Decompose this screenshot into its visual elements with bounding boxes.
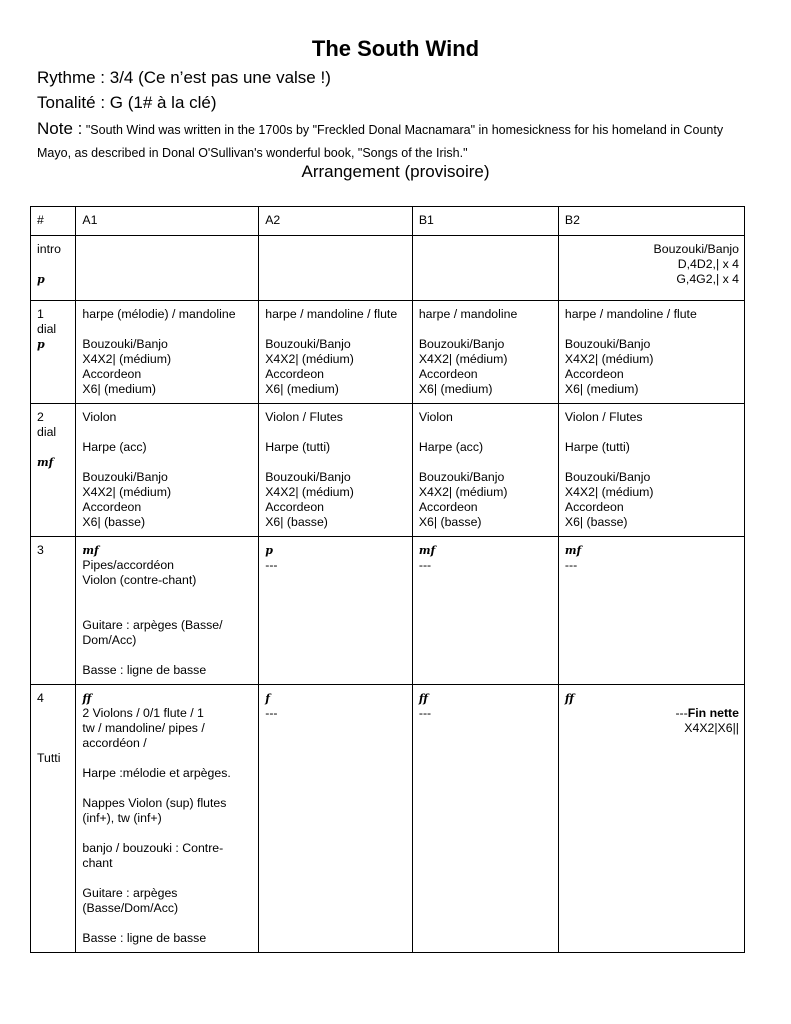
cell-b1	[412, 685, 558, 953]
row-sublabel: Tutti	[37, 751, 61, 765]
cell-a2	[259, 301, 413, 404]
fin-nette-label: Fin nette	[687, 706, 739, 720]
cell-text: Bouzouki/Banjo	[564, 337, 651, 351]
document-title: The South Wind	[311, 36, 480, 61]
cell-text: Violon / Flutes	[265, 410, 343, 424]
cell-text: D,4D2,| x 4	[677, 257, 739, 271]
row-number: 3	[37, 543, 44, 557]
cell-text: X4X2| (médium)	[418, 352, 508, 366]
cell-text: harpe / mandoline / flute	[564, 307, 697, 321]
cell-text: Accordeon	[265, 367, 325, 381]
cell-b2	[558, 537, 744, 685]
cell-text: accordéon /	[82, 736, 147, 750]
cell-text: X6| (medium)	[564, 382, 639, 396]
cell-text: ---	[265, 706, 278, 720]
cell-text: harpe / mandoline	[418, 307, 518, 321]
cell-text: ---	[675, 706, 688, 720]
cell-text: Accordeon	[265, 500, 325, 514]
cell-text: Bouzouki/Banjo	[653, 242, 739, 256]
note-text: "South Wind was written in the 1700s by "Freckled Donal Macnamara" in homesickness for his homeland in County Mayo, as described in Donal O'Sullivan's wonderful book, "Songs of the Irish."	[37, 123, 724, 160]
cell-text: X4X2| (médium)	[564, 485, 654, 499]
cell-text: Violon / Flutes	[564, 410, 643, 424]
row-label-cell	[31, 537, 76, 685]
cell-text: Violon	[82, 410, 117, 424]
cell-text: X6| (basse)	[265, 515, 328, 529]
cell-b1	[412, 537, 558, 685]
cell-text: Violon	[418, 410, 453, 424]
cell-a2	[259, 236, 413, 301]
cell-text: X6| (basse)	[564, 515, 628, 529]
cell-b2	[558, 236, 744, 301]
cell-text: tw / mandoline/ pipes /	[82, 721, 205, 735]
cell-text: ---	[265, 558, 278, 572]
header-b2: B2	[558, 207, 744, 236]
note-paragraph	[37, 117, 757, 165]
cell-text: G,4G2,| x 4	[676, 272, 739, 286]
cell-text: Accordeon	[418, 367, 478, 381]
note-label: Note :	[37, 119, 83, 138]
cell-b2	[558, 685, 744, 953]
cell-text: Nappes Violon (sup) flutes	[82, 796, 227, 810]
cell-text: X4X2| (médium)	[82, 485, 172, 499]
cell-text: ---	[564, 558, 578, 572]
row-sublabel: dial	[37, 322, 57, 336]
header-a2: A2	[259, 207, 413, 236]
dynamic-marking: mf	[564, 544, 582, 557]
ending-line	[565, 706, 739, 721]
cell-text: harpe / mandoline / flute	[265, 307, 398, 321]
cell-text: Bouzouki/Banjo	[265, 337, 351, 351]
cell-text: Accordeon	[82, 367, 142, 381]
cell-text: X6| (basse)	[82, 515, 146, 529]
cell-text: X4X2| (médium)	[265, 485, 354, 499]
cell-text: X6| (medium)	[418, 382, 493, 396]
cell-text: Bouzouki/Banjo	[418, 470, 505, 484]
cell-text: X6| (medium)	[265, 382, 339, 396]
cell-text: Violon (contre-chant)	[82, 573, 197, 587]
dynamic-marking: p	[265, 544, 273, 557]
cell-text: ---	[418, 558, 432, 572]
cell-b2	[558, 404, 744, 537]
table-row-3	[31, 537, 745, 685]
cell-text: ---	[418, 706, 432, 720]
cell-text: X4X2| (médium)	[265, 352, 354, 366]
cell-text: (inf+), tw (inf+)	[82, 811, 162, 825]
cell-a1	[76, 301, 259, 404]
cell-text: X4X2| (médium)	[82, 352, 172, 366]
cell-text: Basse : ligne de basse	[82, 663, 207, 677]
cell-b1	[412, 404, 558, 537]
cell-text: Accordeon	[564, 500, 624, 514]
cell-text: Harpe (acc)	[82, 440, 147, 454]
cell-text: Accordeon	[82, 500, 142, 514]
cell-text: Accordeon	[564, 367, 624, 381]
tonalite-line: Tonalité : G (1# à la clé)	[37, 93, 217, 112]
cell-text: Bouzouki/Banjo	[418, 337, 505, 351]
cell-b2	[558, 301, 744, 404]
table-header-row	[31, 207, 745, 236]
cell-a1	[76, 404, 259, 537]
cell-a1	[76, 685, 259, 953]
cell-text: Dom/Acc)	[82, 633, 137, 647]
cell-text: X4X2|X6||	[684, 721, 739, 735]
cell-b1	[412, 301, 558, 404]
row-label: intro	[37, 242, 61, 256]
row-number: 2	[37, 410, 44, 424]
cell-text: X4X2| (médium)	[564, 352, 654, 366]
cell-text: Bouzouki/Banjo	[564, 470, 651, 484]
row-label-cell	[31, 301, 76, 404]
arrangement-table	[30, 206, 745, 953]
table-row-1	[31, 301, 745, 404]
cell-text: chant	[82, 856, 113, 870]
cell-text: X6| (medium)	[82, 382, 156, 396]
cell-text: X4X2| (médium)	[418, 485, 508, 499]
header-a1: A1	[76, 207, 259, 236]
row-label-cell	[31, 404, 76, 537]
dynamic-marking: ff	[564, 692, 574, 705]
cell-text: Guitare : arpèges	[82, 886, 178, 900]
cell-text: banjo / bouzouki : Contre-	[82, 841, 224, 855]
table-row-2	[31, 404, 745, 537]
cell-text: harpe (mélodie) / mandoline	[82, 307, 236, 321]
rythme-line: Rythme : 3/4 (Ce n’est pas une valse !)	[37, 68, 331, 87]
cell-a2	[259, 404, 413, 537]
row-label-cell	[31, 236, 76, 301]
row-number: 1	[37, 307, 44, 321]
table-row-intro	[31, 236, 745, 301]
row-number: 4	[37, 691, 44, 705]
dynamic-marking: mf	[37, 456, 54, 469]
header-b1: B1	[412, 207, 558, 236]
cell-b1	[412, 236, 558, 301]
cell-text: Accordeon	[418, 500, 478, 514]
dynamic-marking: mf	[418, 544, 436, 557]
cell-a2	[259, 537, 413, 685]
arrangement-heading: Arrangement (provisoire)	[301, 162, 490, 181]
dynamic-marking: ff	[82, 692, 92, 705]
header-number: #	[31, 207, 76, 236]
cell-text: Guitare : arpèges (Basse/	[82, 618, 223, 632]
dynamic-marking: p	[37, 273, 45, 286]
cell-text: 2 Violons / 0/1 flute / 1	[82, 706, 204, 720]
row-label-cell	[31, 685, 76, 953]
row-sublabel: dial	[37, 425, 57, 439]
dynamic-marking: f	[265, 692, 270, 705]
dynamic-marking: ff	[418, 692, 428, 705]
cell-text: Harpe (acc)	[418, 440, 484, 454]
cell-text: Harpe (tutti)	[265, 440, 331, 454]
cell-text: Bouzouki/Banjo	[265, 470, 351, 484]
cell-text: Bouzouki/Banjo	[82, 337, 168, 351]
dynamic-marking: mf	[82, 544, 99, 557]
table-row-4	[31, 685, 745, 953]
dynamic-marking: p	[37, 338, 45, 351]
cell-text: Bouzouki/Banjo	[82, 470, 168, 484]
cell-a2	[259, 685, 413, 953]
cell-text: Harpe (tutti)	[564, 440, 630, 454]
cell-a1	[76, 537, 259, 685]
cell-text: Basse : ligne de basse	[82, 931, 207, 945]
cell-text: Harpe :mélodie et arpèges.	[82, 766, 231, 780]
cell-text: (Basse/Dom/Acc)	[82, 901, 179, 915]
cell-a1	[76, 236, 259, 301]
cell-text: X6| (basse)	[418, 515, 482, 529]
cell-text: Pipes/accordéon	[82, 558, 175, 572]
